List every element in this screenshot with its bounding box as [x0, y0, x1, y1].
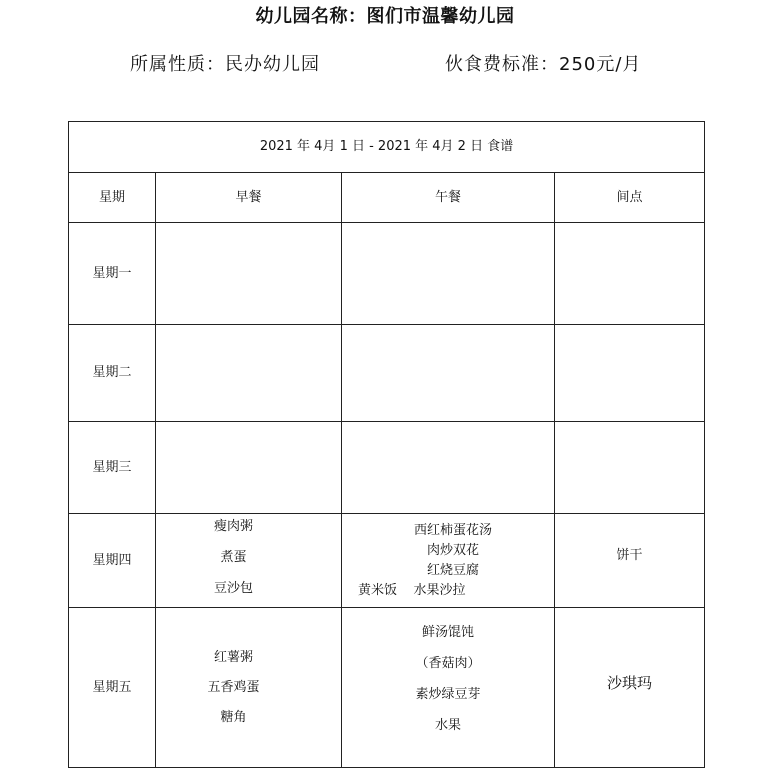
column-header-breakfast: 早餐	[156, 173, 342, 223]
day-label: 星期二	[69, 325, 156, 422]
lunch-item: 鲜汤馄饨	[421, 624, 474, 640]
lunch-item: 红烧豆腐	[426, 562, 479, 578]
lunch-cell	[342, 325, 555, 422]
day-label: 星期五	[69, 608, 156, 768]
table-row	[69, 223, 705, 325]
breakfast-item: 煮蛋	[220, 550, 247, 565]
breakfast-item: 豆沙包	[213, 581, 253, 596]
column-header-day: 星期	[69, 173, 156, 223]
breakfast-cell	[156, 223, 342, 325]
snack-item: 饼干	[616, 547, 643, 563]
day-label: 星期四	[69, 514, 156, 608]
lunch-cell	[342, 608, 555, 768]
breakfast-item: 瘦肉粥	[213, 519, 253, 534]
lunch-item: 水果	[434, 717, 461, 733]
breakfast-cell	[156, 608, 342, 768]
column-header-snack: 间点	[555, 173, 705, 223]
lunch-item: 西红柿蛋花汤	[413, 522, 492, 538]
snack-cell	[555, 608, 705, 768]
snack-item: 沙琪玛	[607, 673, 653, 692]
ownership-type: 所属性质：民办幼儿园	[130, 54, 320, 75]
lunch-item: 黄米饭 水果沙拉	[358, 582, 466, 598]
kindergarten-name: 幼儿园名称：图们市温馨幼儿园	[255, 6, 515, 27]
header-row	[69, 173, 705, 223]
lunch-cell	[342, 514, 555, 608]
breakfast-cell	[156, 422, 342, 514]
snack-cell	[555, 514, 705, 608]
lunch-cell	[342, 223, 555, 325]
table-row	[69, 325, 705, 422]
table-row	[69, 608, 705, 768]
lunch-item: 素炒绿豆芽	[415, 686, 481, 702]
breakfast-cell	[156, 514, 342, 608]
snack-cell	[555, 223, 705, 325]
day-label: 星期一	[69, 223, 156, 325]
snack-cell	[555, 422, 705, 514]
breakfast-item: 糖角	[220, 709, 247, 725]
lunch-item: 肉炒双花	[426, 542, 479, 558]
menu-table	[68, 121, 705, 768]
column-header-lunch: 午餐	[342, 173, 555, 223]
snack-cell	[555, 325, 705, 422]
lunch-cell	[342, 422, 555, 514]
breakfast-cell	[156, 325, 342, 422]
day-label: 星期三	[69, 422, 156, 514]
breakfast-item: 红薯粥	[213, 649, 253, 665]
meal-fee-standard: 伙食费标准：250元/月	[445, 54, 642, 75]
breakfast-item: 五香鸡蛋	[207, 679, 260, 695]
table-row	[69, 514, 705, 608]
caption-row	[69, 122, 705, 173]
lunch-item: （香菇肉）	[415, 655, 481, 671]
menu-date-range: 2021 年 4月 1 日 - 2021 年 4月 2 日 食谱	[69, 122, 705, 173]
table-row	[69, 422, 705, 514]
